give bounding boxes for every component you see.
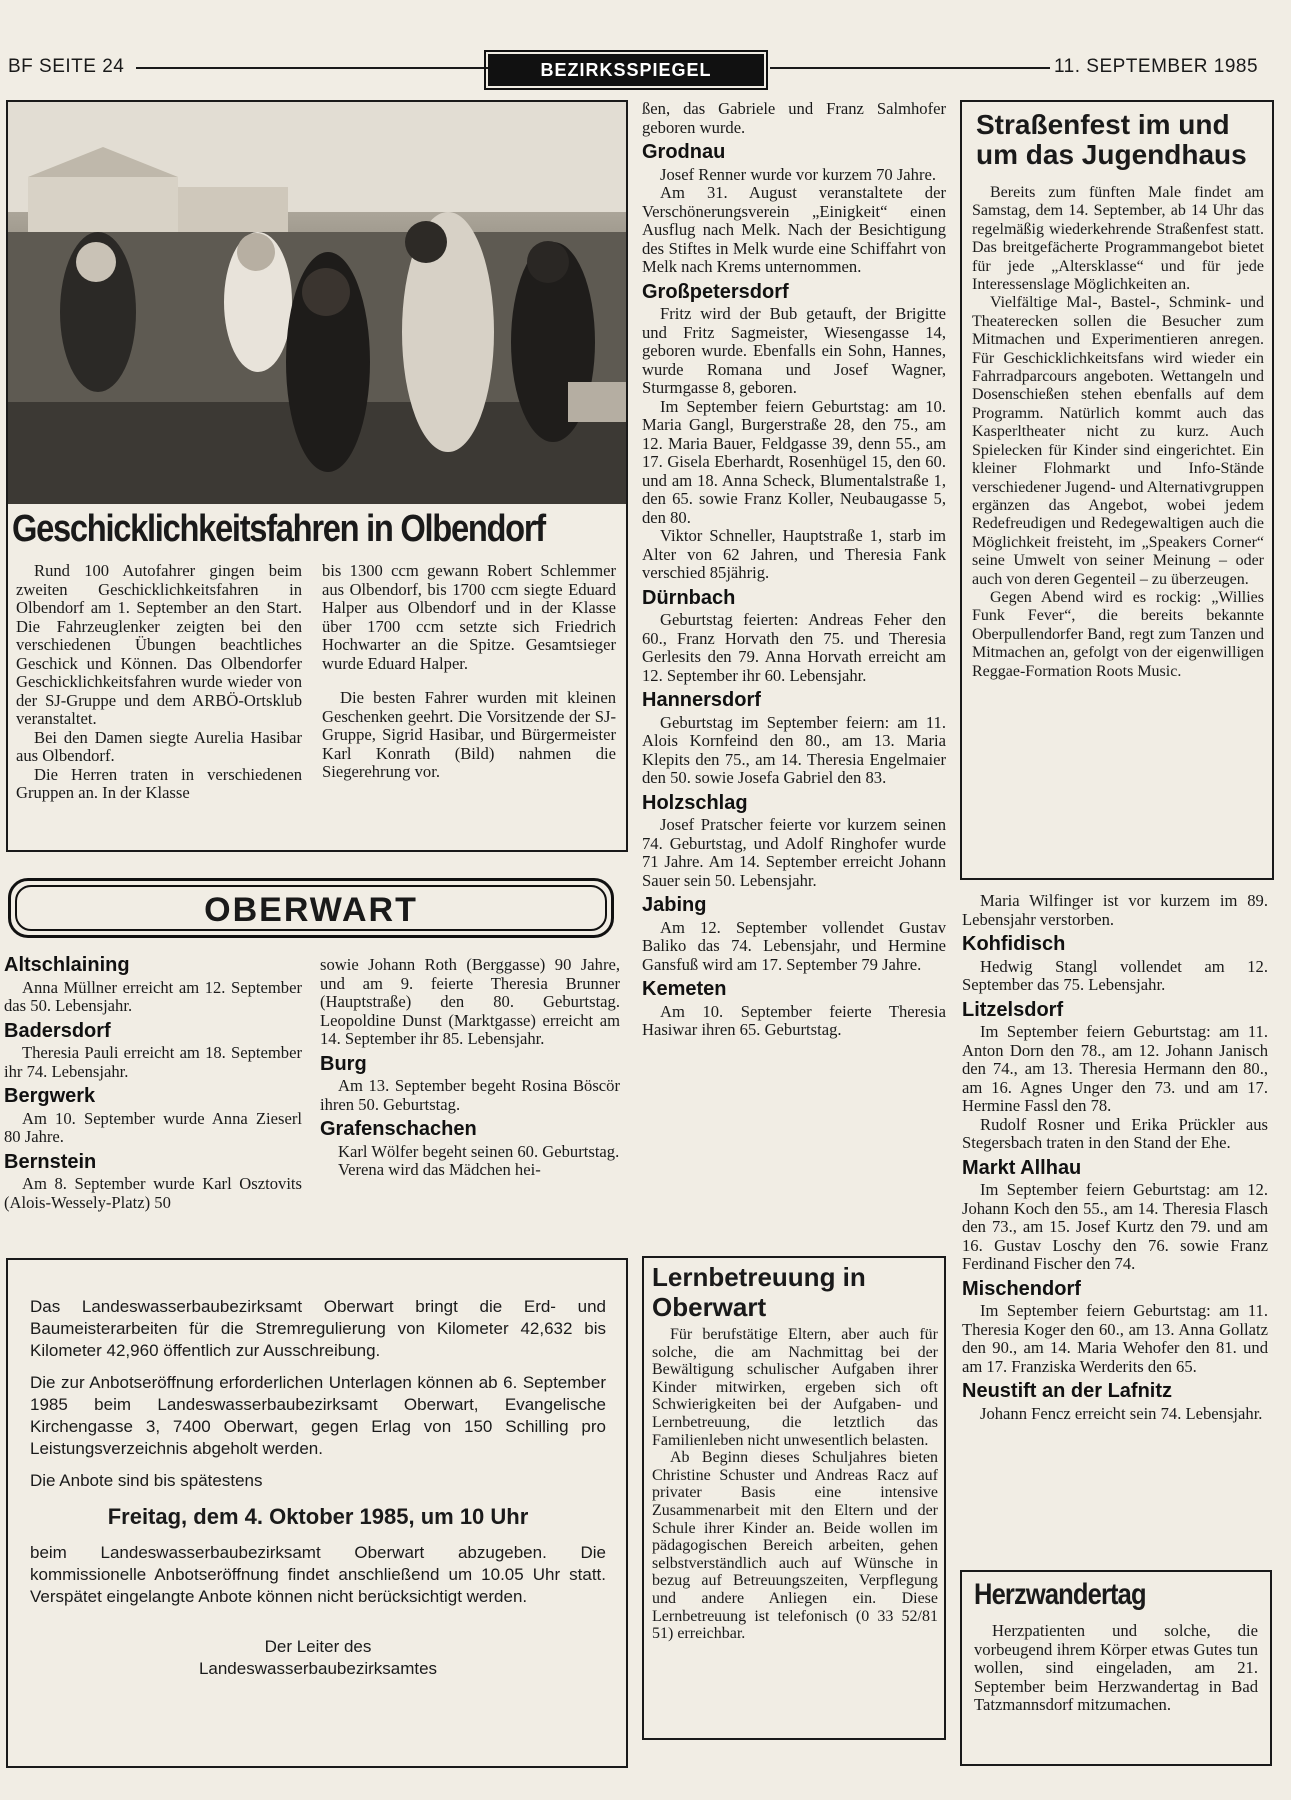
herzwandertag-p1: Herzpatienten und solche, die vorbeugend ihrem Körper etwas Gutes tun wollen, sind eingeladen, am 21. September beim Herzwandertag in Bad Tatzmannsdorf mitzumachen. — [974, 1621, 1258, 1714]
section-heading-holzschlag: Holzschlag — [642, 791, 748, 814]
herzwandertag-title: Herzwandertag — [974, 1578, 1146, 1611]
section-heading-grodnau: Grodnau — [642, 141, 726, 163]
lead-col1-p2: Bei den Damen siegte Aurelia Hasibar aus Olbendorf. — [16, 727, 302, 765]
holzschlag-p1: Josef Pratscher feierte vor kurzem seinen 74. Geburtstag, und Adolf Ringhofer wurde 71 Jahre. Am 14. September erreicht Johann Sauer sein 50. Lebensjahr. — [642, 815, 946, 890]
section-heading-altschlaining: Altschlaining — [4, 954, 130, 976]
notice-deadline: Freitag, dem 4. Oktober 1985, um 10 Uhr — [107, 1504, 529, 1529]
section-heading-grafenschachen: Grafenschachen — [320, 1118, 477, 1140]
burg-p1: Am 13. September begeht Rosina Böscör ihren 50. Geburtstag. — [320, 1076, 620, 1114]
header-rule-right — [770, 67, 1050, 69]
altschlaining-p1: Anna Müllner erreicht am 12. September das 50. Lebensjahr. — [4, 977, 302, 1015]
section-heading-duernbach: Dürnbach — [642, 586, 736, 609]
kohfidisch-p1: Hedwig Stangl vollendet am 12. September das 75. Lebensjahr. — [962, 956, 1268, 994]
notice-signature-2: Landeswasserbaubezirksamtes — [198, 1659, 438, 1678]
strassenfest-p3: Gegen Abend wird es rockig: „Willies Funk Fever“, die bereits bekannte Oberpullendorfer Band, regt zum Tanzen und Mitmachen an, gefolgt von der eigenwilligen Reggae-Formation Roots Music. — [972, 588, 1264, 680]
public-notice-body — [30, 1296, 606, 1680]
oberwart-banner — [8, 878, 614, 938]
grosspetersdorf-p1: Fritz wird der Bub getauft, der Brigitte und Fritz Sagmeister, Wiesengasse 14, geboren wurde. Ebenfalls ein Sohn, Hannes, wurde Romana und Josef Wagner, Sturmgasse 8, geboren. — [642, 304, 946, 397]
notice-p3: Die Anbote sind bis spätestens — [30, 1471, 263, 1490]
markt-allhau-p1: Im September feiern Geburtstag: am 12. Johann Koch den 55., am 14. Theresia Flasch den 73., am 15. Josef Kurtz den 79. und am 16. Gustav Loschy den 76. sowie Franz Ferdinand Fischer den 74. — [962, 1180, 1268, 1273]
section-heading-grosspetersdorf: Großpetersdorf — [642, 280, 789, 303]
issue-date: 11. SEPTEMBER 1985 — [1054, 56, 1259, 77]
lead-col-1 — [16, 562, 302, 803]
section-heading-bergwerk: Bergwerk — [4, 1085, 96, 1107]
bergwerk-p1: Am 10. September wurde Anna Zieserl 80 Jahre. — [4, 1108, 302, 1146]
right-intro: Maria Wilfinger ist vor kurzem im 89. Lebensjahr verstorben. — [962, 891, 1268, 929]
bernstein-p1: Am 8. September wurde Karl Osztovits (Alois-Wessely-Platz) 50 — [4, 1174, 302, 1212]
section-heading-kemeten: Kemeten — [642, 978, 727, 1000]
lernbetreuung-p2: Ab Beginn dieses Schuljahres bieten Christine Schuster und Andreas Racz auf privater Basis eine intensive Zusammenarbeit mit den Eltern und der Schule ihrer Kinder an. Beide wollen im pädagogischen Bereich arbeiten, gehen selbstverständlich auch auf Wünsche in bezug auf Betreuungszeiten, Verpflegung und andere Anliegen ein. Diese Lernbetreuung ist telefonisch (0 33 52/81 51) erreichbar. — [652, 1449, 938, 1643]
strassenfest-p1: Bereits zum fünften Male findet am Samstag, dem 14. September, ab 14 Uhr das regelmäßig wiederkehrende Straßenfest statt. Das breitgefächerte Programmangebot bietet für jede „Altersklasse“ und für jede Interessenslage Möglichkeiten an. — [972, 184, 1264, 294]
grosspetersdorf-p2: Im September feiern Geburtstag: am 10. Maria Gangl, Burgerstraße 28, den 75., am 12. Maria Bauer, Feldgasse 39, denn 55., am 17. Gisela Eberhardt, Rosenhügel 15, den 60. und am 18. Anna Scheck, Blumentalstraße 1, den 65. sowie Franz Koller, Neubaugasse 5, den 80. — [642, 396, 946, 527]
grafenschachen-p1: Karl Wölfer begeht seinen 60. Geburtstag. — [338, 1141, 620, 1161]
notice-signature-1: Der Leiter des — [264, 1637, 372, 1656]
notice-p2: Die zur Anbotseröffnung erforderlichen Unterlagen können ab 6. September 1985 beim Landeswasserbaubezirksamt Oberwart, Evangelische Kirchengasse 3, 7400 Oberwart, gegen Erlag von 150 Schilling pro Leistungsverzeichnis abgeholt werden. — [30, 1373, 606, 1458]
herzwandertag-body — [974, 1622, 1258, 1715]
litzelsdorf-p1: Im September feiern Geburtstag: am 11. Anton Dorn den 78., am 12. Johann Janisch den 74., am 13. Theresia Hermann den 80., am 16. Agnes Unger den 73. und am 17. Hermine Fassl den 78. — [962, 1022, 1268, 1115]
lead-col1-p1: Rund 100 Autofahrer gingen beim zweiten Geschicklichkeitsfahren in Olbendorf am 1. September an den Start. Die Fahrzeuglenker zeigten bei den verschiedenen Übungen beachtliches Geschick und Können. Das Olbendorfer Geschicklichkeitsfahren wurde wieder von der SJ-Gruppe und dem ARBÖ-Ortsklub veranstaltet. — [16, 561, 302, 728]
mischendorf-p1: Im September feiern Geburtstag: am 11. Theresia Koger den 60., am 13. Anna Gollatz den 90., am 14. Maria Wehofer den 81. und am 17. Franziska Werderits den 65. — [962, 1301, 1268, 1376]
grodnau-p1: Josef Renner wurde vor kurzem 70 Jahre. — [660, 164, 937, 184]
kemeten-p1: Am 10. September feierte Theresia Hasiwar ihren 65. Geburtstag. — [642, 1001, 946, 1039]
jabing-p1: Am 12. September vollendet Gustav Baliko das 74. Lebensjahr, und Hermine Gansfuß wird am 17. September 79 Jahre. — [642, 917, 946, 974]
duernbach-p1: Geburtstag feierten: Andreas Feher den 60., Franz Horvath den 75. und Theresia Gerlesits den 79. Anna Horvath erreicht am 12. September ihr 60. Lebensjahr. — [642, 610, 946, 685]
neustift-p1: Johann Fencz erreicht sein 74. Lebensjahr. — [980, 1403, 1263, 1423]
section-heading-hannersdorf: Hannersdorf — [642, 689, 761, 711]
section-heading-burg: Burg — [320, 1052, 367, 1075]
notice-p1: Das Landeswasserbaubezirksamt Oberwart bringt die Erd- und Baumeisterarbeiten für die Stremregulierung von Kilometer 42,632 bis Kilometer 42,960 öffentlich zur Ausschreibung. — [30, 1297, 606, 1360]
grodnau-p2: Am 31. August veranstaltete der Verschönerungsverein „Einigkeit“ einen Ausflug nach Melk. Nach der Besichtigung des Stiftes in Melk wurde eine Schiffahrt von Melk nach Krems unternommen. — [642, 183, 946, 276]
section-title-text: BEZIRKSSPIEGEL — [540, 60, 712, 80]
badersdorf-p1: Theresia Pauli erreicht am 18. September ihr 74. Lebensjahr. — [4, 1043, 302, 1081]
litzelsdorf-p2: Rudolf Rosner und Erika Prückler aus Stegersbach traten in den Stand der Ehe. — [962, 1114, 1268, 1152]
section-heading-bernstein: Bernstein — [4, 1150, 97, 1173]
lernbetreuung-title: Lernbetreuung in Oberwart — [652, 1262, 866, 1322]
lead-headline: Geschicklichkeitsfahren in Olbendorf — [12, 508, 545, 550]
right-column — [962, 892, 1268, 1423]
section-heading-badersdorf: Badersdorf — [4, 1019, 111, 1042]
strassenfest-title: Straßenfest im und um das Jugendhaus — [976, 109, 1247, 170]
grafenschachen-p2: Verena wird das Mädchen hei- — [338, 1160, 541, 1179]
lernbetreuung-p1: Für berufstätige Eltern, aber auch für solche, die am Nachmittag bei der Bewältigung schulischer Aufgaben ihrer Kinder mitwirken, ergeben sich oft Schwierigkeiten bei der Aufgaben- und Lernbetreuung, die letztlich das Familienleben nicht unwesentlich belasten. — [652, 1326, 938, 1449]
lead-col-2 — [322, 562, 616, 782]
section-heading-markt-allhau: Markt Allhau — [962, 1156, 1082, 1179]
oberwart-col2-intro: sowie Johann Roth (Berggasse) 90 Jahre, und am 9. feierte Theresia Brunner (Hauptstraße) den 80. Geburtstag. Leopoldine Dunst (Marktgasse) erreicht am 14. September ihr 85. Lebensjahr. — [320, 955, 620, 1048]
lead-photo — [8, 102, 626, 504]
page-number: BF SEITE 24 — [8, 56, 125, 77]
lead-col2-p1: bis 1300 ccm gewann Robert Schlemmer aus Olbendorf, bis 1700 ccm siegte Eduard Halper aus Olbendorf und in der Klasse über 1700 ccm setzte sich Friedrich Hochwarter an die Spitze. Gesamtsieger wurde Eduard Halper. — [322, 561, 616, 673]
oberwart-col-1 — [4, 956, 302, 1212]
section-heading-litzelsdorf: Litzelsdorf — [962, 998, 1064, 1021]
notice-p4: beim Landeswasserbaubezirksamt Oberwart abzugeben. Die kommissionelle Anbotseröffnung findet anschließend um 10.05 Uhr statt. Verspätet eingelangte Anbote können nicht berücksichtigt werden. — [30, 1543, 606, 1606]
section-heading-neustift: Neustift an der Lafnitz — [962, 1380, 1173, 1402]
oberwart-banner-text: OBERWART — [204, 891, 418, 929]
lernbetreuung-body — [652, 1326, 938, 1643]
middle-intro: ßen, das Gabriele und Franz Salmhofer geboren wurde. — [642, 99, 946, 137]
photo-illustration — [8, 102, 626, 504]
middle-column — [642, 100, 946, 1040]
lead-col1-p3: Die Herren traten in verschiedenen Gruppen an. In der Klasse — [16, 764, 302, 802]
grosspetersdorf-p3: Viktor Schneller, Hauptstraße 1, starb im Alter von 62 Jahren, und Theresia Fank verschied 85jährig. — [642, 526, 946, 582]
section-heading-jabing: Jabing — [642, 894, 707, 916]
lead-col2-p2: Die besten Fahrer wurden mit kleinen Geschenken geehrt. Die Vorsitzende der SJ-Gruppe, Sigrid Hasibar, und Bürgermeister Karl Konrath (Bild) nahmen die Siegerehrung vor. — [322, 688, 616, 781]
hannersdorf-p1: Geburtstag im September feiern: am 11. Alois Kornfeind den 80., am 13. Maria Klepits den 75., am 14. Theresia Engelmaier den 50. sowie Josefa Gabriel den 83. — [642, 712, 946, 787]
section-title — [488, 54, 764, 86]
section-heading-kohfidisch: Kohfidisch — [962, 933, 1066, 955]
oberwart-col-2 — [320, 956, 620, 1180]
strassenfest-body — [972, 184, 1264, 681]
section-heading-mischendorf: Mischendorf — [962, 1277, 1081, 1300]
strassenfest-p2: Vielfältige Mal-, Bastel-, Schmink- und Theaterecken sollen die Besucher zum Mitmachen und Experimentieren anregen. Für Geschicklichkeitsfans wird wieder ein Fahrradparcours angeboten. Wettangeln und Dosenschießen stehen ebenfalls auf dem Programm. Natürlich kommt auch das Kasperltheater nicht zu kurz. Auch Spielecken für Kinder sind eingerichtet. Ein kleiner Flohmarkt und Info-Stände verschiedener Jugend- und Alternativgruppen ergänzen das Angebot, wobei jedem Redefreudigen und Redegewaltigen auch die Möglichkeit freisteht, im „Speakers Corner“ seine Umwelt von seiner Meinung – oder auch von deren Gegenteil – zu überzeugen. — [972, 294, 1264, 588]
header-rule-left — [136, 67, 488, 69]
